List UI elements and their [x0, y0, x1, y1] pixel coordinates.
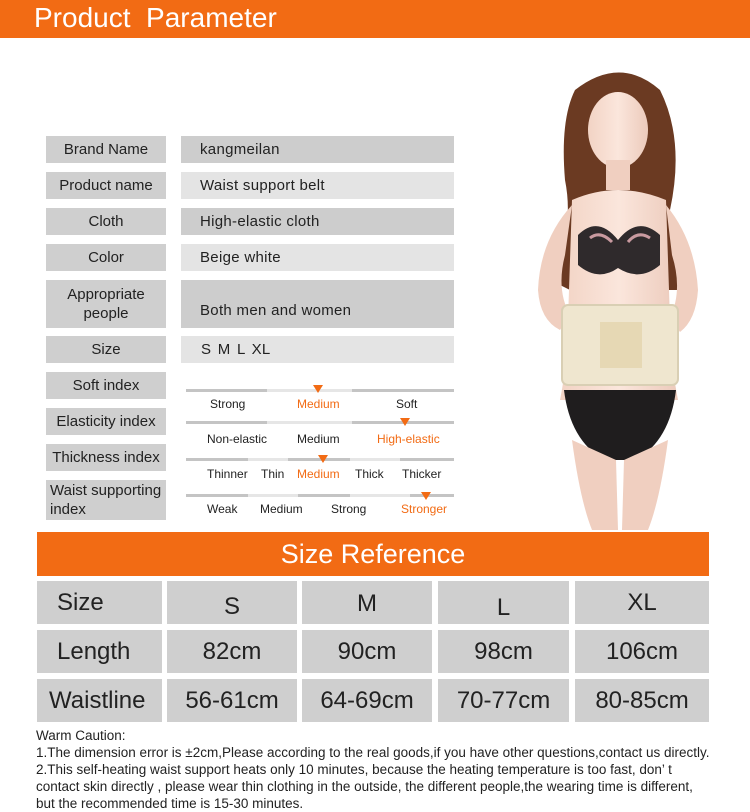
- param-label-color: Color: [46, 244, 166, 271]
- page-title: Product Parameter: [34, 2, 277, 33]
- size-table-cell: XL: [575, 581, 709, 624]
- elasticity-index-option-selected: High-elastic: [377, 432, 440, 446]
- size-reference-title: Size Reference: [37, 532, 709, 576]
- param-value-product-name: Waist support belt: [181, 172, 454, 199]
- thickness-index-option: Thinner: [207, 467, 248, 481]
- size-table-cell: S: [167, 581, 297, 624]
- waist-supporting-index-option: Strong: [331, 502, 367, 516]
- index-label-waist-supporting: Waist supporting index: [46, 480, 166, 520]
- param-value-color: Beige white: [181, 244, 454, 271]
- size-table-cell: 90cm: [302, 630, 432, 673]
- elasticity-index-option: Non-elastic: [207, 432, 268, 446]
- thickness-index-option: Thicker: [402, 467, 442, 481]
- soft-index-option: Soft: [396, 397, 418, 411]
- caution-line: 2.This self-heating waist support heats only 10 minutes, because the heating temperature is too fast, don’ t: [36, 762, 672, 777]
- soft-index-marker-icon: [313, 385, 323, 393]
- size-table-cell: 56-61cm: [167, 679, 297, 722]
- param-value-brand: kangmeilan: [181, 136, 454, 163]
- size-table-cell: L: [438, 581, 569, 624]
- param-label-people: Appropriate people: [46, 280, 166, 328]
- size-table-cell: 106cm: [575, 630, 709, 673]
- param-label-cloth: Cloth: [46, 208, 166, 235]
- param-value-cloth: High-elastic cloth: [181, 208, 454, 235]
- waist-supporting-index-scale: [186, 494, 454, 497]
- waist-supporting-index-option: Medium: [260, 502, 303, 516]
- size-table-cell: 80-85cm: [575, 679, 709, 722]
- caution-title: Warm Caution:: [36, 728, 126, 743]
- soft-index-option-selected: Medium: [297, 397, 340, 411]
- thickness-index-option-selected: Medium: [297, 467, 340, 481]
- header-bar: [0, 0, 750, 38]
- thickness-index-option: Thin: [261, 467, 285, 481]
- index-label-thickness: Thickness index: [46, 444, 166, 471]
- index-label-elasticity: Elasticity index: [46, 408, 166, 435]
- size-table-cell: 82cm: [167, 630, 297, 673]
- elasticity-index-marker-icon: [400, 418, 410, 426]
- size-table-cell: 64-69cm: [302, 679, 432, 722]
- size-table-row-label: Size: [37, 581, 162, 624]
- thickness-index-marker-icon: [318, 455, 328, 463]
- index-label-soft: Soft index: [46, 372, 166, 399]
- size-table-row-label: Waistline: [37, 679, 162, 722]
- caution-line: 1.The dimension error is ±2cm,Please according to the real goods,if you have other questions,contact us directly.: [36, 745, 710, 760]
- param-value-people: Both men and women: [181, 280, 454, 328]
- elasticity-index-scale: [186, 421, 454, 424]
- param-value-size: S M L XL: [181, 336, 454, 363]
- waist-supporting-index-marker-icon: [421, 492, 431, 500]
- product-model-photo: [520, 60, 730, 530]
- size-table-cell: 98cm: [438, 630, 569, 673]
- warm-caution: [36, 727, 736, 812]
- elasticity-index-option: Medium: [297, 432, 340, 446]
- param-label-product-name: Product name: [46, 172, 166, 199]
- thickness-index-option: Thick: [355, 467, 384, 481]
- soft-index-option: Strong: [210, 397, 246, 411]
- waist-supporting-index-option: Weak: [207, 502, 238, 516]
- size-table-cell: 70-77cm: [438, 679, 569, 722]
- caution-line: contact skin directly , please wear thin clothing in the outside, the different people,the wearing time is different,: [36, 779, 693, 794]
- size-table-row-label: Length: [37, 630, 162, 673]
- size-table-cell: M: [302, 581, 432, 624]
- param-label-brand: Brand Name: [46, 136, 166, 163]
- caution-line: but the recommended time is 15-30 minutes.: [36, 796, 304, 811]
- waist-supporting-index-option-selected: Stronger: [401, 502, 448, 516]
- param-label-size: Size: [46, 336, 166, 363]
